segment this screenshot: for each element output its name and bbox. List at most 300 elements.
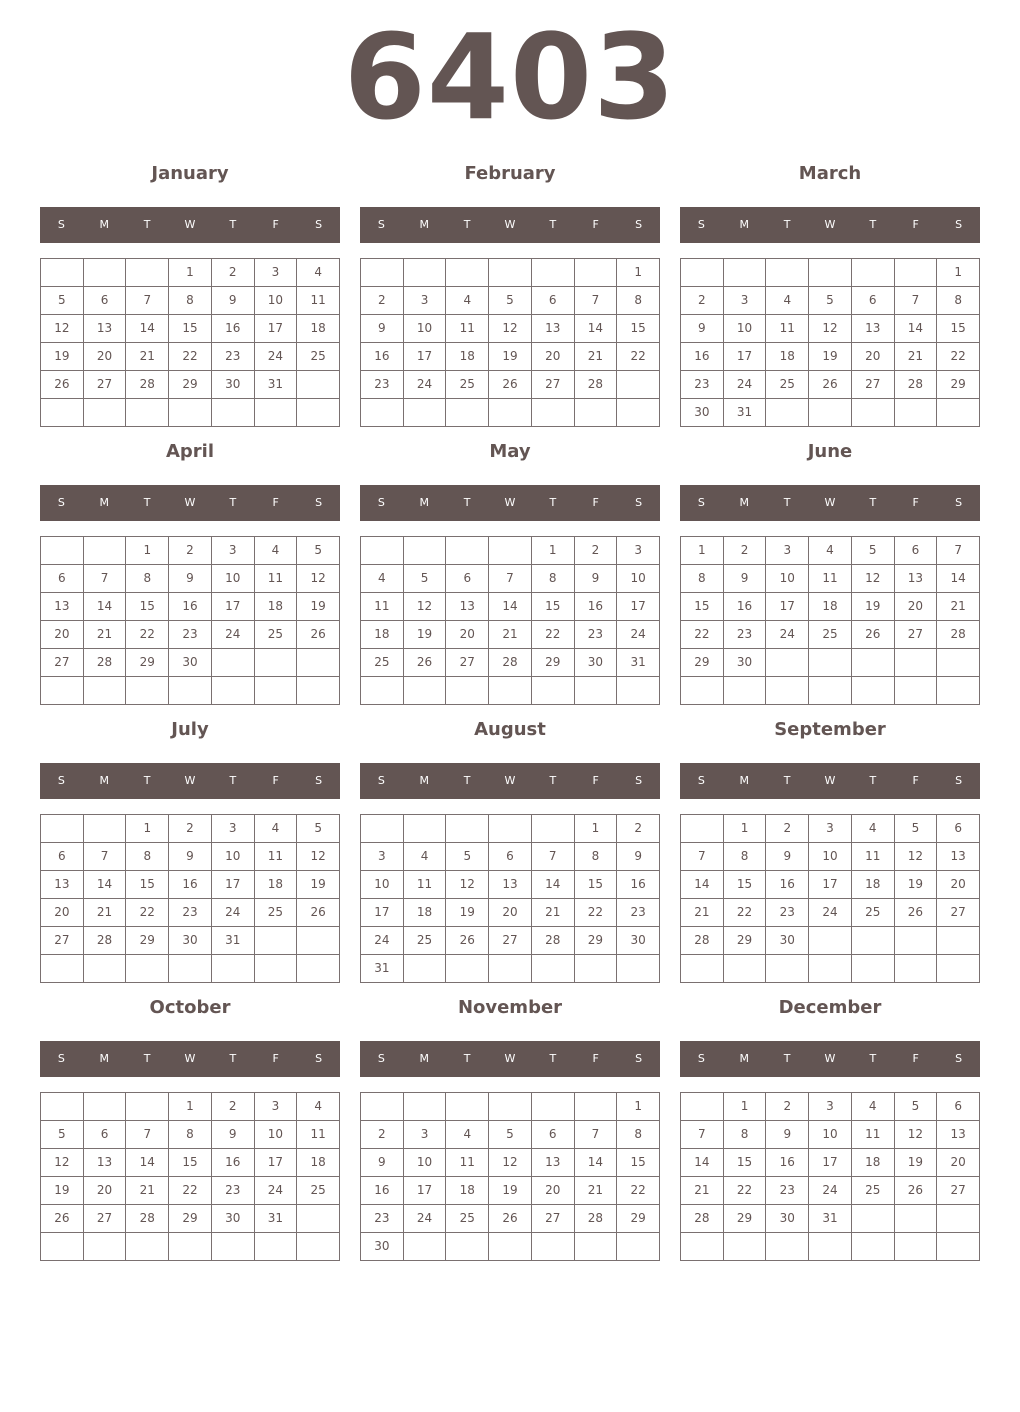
month-name: November — [457, 997, 563, 1018]
day-cell — [361, 259, 404, 287]
day-cell: 6 — [937, 1093, 980, 1121]
day-cell — [617, 955, 660, 983]
day-cell: 22 — [617, 343, 660, 371]
day-cell: 6 — [446, 565, 489, 593]
day-cell: 18 — [852, 871, 895, 899]
weekday-header — [680, 207, 980, 243]
day-cell: 11 — [361, 593, 404, 621]
day-cell — [297, 1233, 340, 1261]
day-cell: 29 — [724, 1205, 767, 1233]
weekday-label: F — [272, 1052, 279, 1065]
day-cell — [84, 537, 127, 565]
day-cell: 16 — [575, 593, 618, 621]
day-cell — [446, 815, 489, 843]
day-cell: 23 — [681, 371, 724, 399]
day-cell: 28 — [126, 1205, 169, 1233]
day-cell: 6 — [41, 565, 84, 593]
day-cell: 10 — [404, 315, 447, 343]
day-cell — [766, 259, 809, 287]
day-cell — [575, 259, 618, 287]
day-cell: 14 — [681, 871, 724, 899]
day-cell — [681, 815, 724, 843]
day-cell — [84, 1233, 127, 1261]
day-cell: 4 — [297, 259, 340, 287]
weekday-label: M — [739, 218, 750, 231]
day-cell: 24 — [255, 343, 298, 371]
day-cell: 25 — [404, 927, 447, 955]
weekday-label: S — [315, 218, 323, 231]
day-cell — [126, 1093, 169, 1121]
day-cell: 11 — [852, 1121, 895, 1149]
day-cell: 18 — [297, 315, 340, 343]
day-cell: 25 — [255, 621, 298, 649]
day-cell: 29 — [724, 927, 767, 955]
day-cell — [41, 815, 84, 843]
day-cell: 21 — [532, 899, 575, 927]
day-cell: 6 — [84, 287, 127, 315]
day-cell: 7 — [895, 287, 938, 315]
day-cell: 24 — [404, 371, 447, 399]
weekday-label: M — [739, 774, 750, 787]
weekday-label: T — [143, 218, 151, 231]
month-name: April — [165, 441, 215, 462]
day-cell: 23 — [724, 621, 767, 649]
day-cell: 20 — [937, 871, 980, 899]
day-cell — [937, 649, 980, 677]
month-april — [40, 437, 340, 705]
weekday-label: F — [912, 496, 919, 509]
day-cell: 8 — [617, 287, 660, 315]
day-cell — [212, 677, 255, 705]
day-cell: 6 — [532, 287, 575, 315]
day-cell: 21 — [937, 593, 980, 621]
day-cell: 14 — [575, 1149, 618, 1177]
weekday-label: S — [635, 1052, 643, 1065]
day-cell: 29 — [937, 371, 980, 399]
day-cell — [212, 955, 255, 983]
day-cell: 17 — [255, 1149, 298, 1177]
day-cell — [532, 955, 575, 983]
day-cell: 8 — [575, 843, 618, 871]
day-cell: 6 — [41, 843, 84, 871]
day-cell: 10 — [809, 843, 852, 871]
day-cell: 25 — [297, 1177, 340, 1205]
day-cell — [212, 649, 255, 677]
day-cell: 23 — [766, 1177, 809, 1205]
day-cell: 18 — [446, 1177, 489, 1205]
day-cell: 19 — [297, 871, 340, 899]
year-title: 6403 — [343, 8, 677, 146]
day-cell — [852, 259, 895, 287]
weekday-label: S — [955, 774, 963, 787]
weekday-label: T — [463, 1052, 471, 1065]
day-cell — [255, 399, 298, 427]
day-cell: 25 — [766, 371, 809, 399]
day-cell: 29 — [532, 649, 575, 677]
month-august — [360, 715, 660, 983]
day-cell — [169, 955, 212, 983]
weekday-label: S — [377, 218, 385, 231]
day-cell: 19 — [41, 343, 84, 371]
day-cell: 7 — [681, 843, 724, 871]
day-cell: 9 — [212, 1121, 255, 1149]
day-cell: 28 — [681, 927, 724, 955]
day-cell: 18 — [446, 343, 489, 371]
day-cell: 5 — [41, 1121, 84, 1149]
weekday-label: T — [229, 774, 237, 787]
day-cell — [126, 955, 169, 983]
day-cell — [84, 1093, 127, 1121]
day-cell: 30 — [617, 927, 660, 955]
day-cell: 15 — [169, 1149, 212, 1177]
day-cell — [724, 677, 767, 705]
weekday-label: S — [377, 774, 385, 787]
day-cell: 16 — [212, 1149, 255, 1177]
day-cell: 18 — [255, 871, 298, 899]
day-cell — [255, 1233, 298, 1261]
day-cell: 14 — [126, 1149, 169, 1177]
day-cell — [255, 677, 298, 705]
day-cell — [41, 677, 84, 705]
month-name: June — [807, 441, 853, 462]
day-cell: 12 — [297, 843, 340, 871]
day-cell: 18 — [255, 593, 298, 621]
weekday-header — [680, 763, 980, 799]
weekday-label: W — [824, 774, 836, 787]
day-cell: 22 — [169, 343, 212, 371]
day-cell: 14 — [937, 565, 980, 593]
weekday-label: M — [99, 218, 110, 231]
day-cell — [575, 1233, 618, 1261]
weekday-label: T — [783, 774, 791, 787]
day-cell: 23 — [212, 1177, 255, 1205]
day-cell — [532, 677, 575, 705]
day-cell: 22 — [169, 1177, 212, 1205]
day-cell — [297, 649, 340, 677]
day-cell — [895, 1205, 938, 1233]
weekday-label: W — [184, 218, 196, 231]
day-cell — [41, 259, 84, 287]
day-cell — [617, 677, 660, 705]
day-cell: 9 — [361, 1149, 404, 1177]
day-cell: 14 — [532, 871, 575, 899]
day-cell: 30 — [169, 649, 212, 677]
day-cell: 13 — [41, 593, 84, 621]
day-cell: 16 — [724, 593, 767, 621]
day-cell: 14 — [681, 1149, 724, 1177]
day-cell: 9 — [361, 315, 404, 343]
day-cell — [852, 1233, 895, 1261]
weekday-label: S — [57, 774, 65, 787]
weekday-label: T — [229, 218, 237, 231]
day-cell: 26 — [297, 621, 340, 649]
day-cell: 5 — [489, 287, 532, 315]
weekday-label: W — [504, 1052, 516, 1065]
day-cell: 9 — [766, 1121, 809, 1149]
day-cell: 11 — [852, 843, 895, 871]
day-cell — [84, 677, 127, 705]
day-cell: 2 — [575, 537, 618, 565]
day-cell: 16 — [766, 1149, 809, 1177]
day-cell: 9 — [169, 565, 212, 593]
day-cell: 19 — [852, 593, 895, 621]
weekday-header — [40, 485, 340, 521]
day-cell — [489, 537, 532, 565]
day-cell: 9 — [681, 315, 724, 343]
day-cell: 4 — [852, 1093, 895, 1121]
day-cell: 7 — [84, 565, 127, 593]
day-cell: 3 — [361, 843, 404, 871]
day-cell: 11 — [255, 565, 298, 593]
day-cell — [41, 955, 84, 983]
day-cell: 13 — [532, 315, 575, 343]
day-cell: 15 — [532, 593, 575, 621]
day-cell: 13 — [489, 871, 532, 899]
day-cell: 5 — [404, 565, 447, 593]
month-name: July — [171, 719, 209, 740]
day-cell: 6 — [937, 815, 980, 843]
day-cell: 1 — [169, 259, 212, 287]
day-cell: 7 — [681, 1121, 724, 1149]
day-cell: 12 — [297, 565, 340, 593]
day-cell: 3 — [212, 815, 255, 843]
day-cell: 1 — [617, 1093, 660, 1121]
day-cell — [809, 649, 852, 677]
day-cell: 4 — [446, 1121, 489, 1149]
day-grid — [680, 814, 980, 983]
day-cell: 24 — [404, 1205, 447, 1233]
day-cell: 8 — [724, 843, 767, 871]
day-cell: 12 — [489, 1149, 532, 1177]
day-cell: 20 — [446, 621, 489, 649]
day-grid — [360, 814, 660, 983]
day-cell: 25 — [446, 1205, 489, 1233]
weekday-label: T — [783, 218, 791, 231]
day-cell: 4 — [446, 287, 489, 315]
day-cell: 25 — [297, 343, 340, 371]
day-cell: 1 — [724, 815, 767, 843]
day-cell — [852, 927, 895, 955]
day-cell — [212, 399, 255, 427]
day-cell — [724, 259, 767, 287]
day-cell — [895, 1233, 938, 1261]
day-cell: 4 — [852, 815, 895, 843]
weekday-label: M — [419, 1052, 430, 1065]
day-cell: 21 — [681, 1177, 724, 1205]
day-cell: 3 — [404, 287, 447, 315]
day-cell: 28 — [84, 927, 127, 955]
day-cell: 10 — [766, 565, 809, 593]
day-cell — [489, 955, 532, 983]
day-cell: 5 — [852, 537, 895, 565]
day-cell: 8 — [617, 1121, 660, 1149]
weekday-label: F — [272, 774, 279, 787]
day-cell: 23 — [361, 1205, 404, 1233]
day-cell: 25 — [852, 899, 895, 927]
weekday-label: F — [592, 774, 599, 787]
day-cell: 5 — [489, 1121, 532, 1149]
day-cell: 29 — [126, 927, 169, 955]
day-cell — [446, 1233, 489, 1261]
day-cell: 24 — [766, 621, 809, 649]
day-cell: 8 — [126, 843, 169, 871]
day-cell: 24 — [212, 899, 255, 927]
day-cell: 7 — [489, 565, 532, 593]
day-grid — [360, 1092, 660, 1261]
weekday-label: S — [955, 496, 963, 509]
weekday-label: T — [463, 218, 471, 231]
day-cell: 22 — [532, 621, 575, 649]
day-cell: 27 — [532, 371, 575, 399]
day-cell: 5 — [895, 815, 938, 843]
day-cell: 24 — [809, 1177, 852, 1205]
day-cell: 9 — [766, 843, 809, 871]
day-cell — [126, 1233, 169, 1261]
day-cell — [169, 399, 212, 427]
day-cell: 20 — [895, 593, 938, 621]
day-cell: 25 — [446, 371, 489, 399]
weekday-label: W — [824, 496, 836, 509]
weekday-label: S — [635, 496, 643, 509]
day-cell: 2 — [212, 1093, 255, 1121]
day-cell: 19 — [446, 899, 489, 927]
weekday-label: S — [697, 496, 705, 509]
day-cell — [404, 259, 447, 287]
day-cell: 22 — [724, 899, 767, 927]
day-cell: 12 — [446, 871, 489, 899]
day-cell: 26 — [809, 371, 852, 399]
day-cell: 8 — [681, 565, 724, 593]
day-cell — [852, 1205, 895, 1233]
day-cell: 3 — [809, 1093, 852, 1121]
day-cell: 10 — [212, 565, 255, 593]
weekday-label: T — [143, 1052, 151, 1065]
day-cell: 8 — [532, 565, 575, 593]
day-cell: 21 — [575, 343, 618, 371]
weekday-label: T — [549, 218, 557, 231]
day-cell: 22 — [575, 899, 618, 927]
day-cell: 3 — [766, 537, 809, 565]
day-cell — [446, 537, 489, 565]
weekday-label: T — [783, 496, 791, 509]
day-cell: 11 — [255, 843, 298, 871]
day-cell: 12 — [895, 1121, 938, 1149]
day-cell: 15 — [617, 315, 660, 343]
day-cell — [681, 955, 724, 983]
day-grid — [40, 814, 340, 983]
weekday-label: M — [419, 218, 430, 231]
month-name: September — [774, 719, 886, 740]
weekday-label: M — [419, 496, 430, 509]
day-cell: 19 — [404, 621, 447, 649]
day-cell: 9 — [724, 565, 767, 593]
day-cell — [212, 1233, 255, 1261]
day-cell: 16 — [361, 1177, 404, 1205]
day-grid — [40, 1092, 340, 1261]
day-cell: 30 — [169, 927, 212, 955]
day-cell — [361, 815, 404, 843]
day-cell: 4 — [255, 815, 298, 843]
day-cell: 24 — [361, 927, 404, 955]
day-grid — [680, 536, 980, 705]
weekday-label: T — [783, 1052, 791, 1065]
day-cell: 17 — [255, 315, 298, 343]
day-cell — [766, 955, 809, 983]
day-cell: 17 — [404, 343, 447, 371]
month-march — [680, 159, 980, 427]
month-name: May — [489, 441, 531, 462]
day-cell: 13 — [446, 593, 489, 621]
weekday-label: M — [99, 1052, 110, 1065]
day-cell: 24 — [255, 1177, 298, 1205]
day-cell — [404, 399, 447, 427]
day-cell: 15 — [617, 1149, 660, 1177]
day-cell: 13 — [852, 315, 895, 343]
weekday-label: W — [504, 218, 516, 231]
month-january — [40, 159, 340, 427]
day-cell: 7 — [126, 287, 169, 315]
day-cell: 9 — [617, 843, 660, 871]
weekday-label: W — [504, 774, 516, 787]
day-cell — [297, 371, 340, 399]
day-cell — [255, 955, 298, 983]
day-cell: 15 — [575, 871, 618, 899]
day-cell: 10 — [724, 315, 767, 343]
day-cell: 26 — [41, 371, 84, 399]
day-cell: 2 — [617, 815, 660, 843]
day-grid — [360, 536, 660, 705]
day-cell: 26 — [895, 899, 938, 927]
day-cell: 15 — [681, 593, 724, 621]
day-cell: 11 — [297, 287, 340, 315]
weekday-label: T — [869, 774, 877, 787]
day-cell — [809, 259, 852, 287]
day-cell: 22 — [126, 621, 169, 649]
day-cell: 28 — [937, 621, 980, 649]
day-cell: 1 — [617, 259, 660, 287]
day-cell — [809, 955, 852, 983]
day-cell — [724, 955, 767, 983]
day-cell: 12 — [809, 315, 852, 343]
day-cell: 23 — [575, 621, 618, 649]
day-cell: 6 — [895, 537, 938, 565]
day-cell: 20 — [532, 1177, 575, 1205]
day-cell: 7 — [532, 843, 575, 871]
weekday-label: T — [549, 774, 557, 787]
day-cell — [297, 677, 340, 705]
day-cell: 30 — [575, 649, 618, 677]
day-cell: 20 — [489, 899, 532, 927]
day-cell: 5 — [446, 843, 489, 871]
weekday-label: W — [184, 1052, 196, 1065]
day-cell: 24 — [212, 621, 255, 649]
weekday-label: F — [592, 218, 599, 231]
day-cell: 15 — [724, 1149, 767, 1177]
day-cell: 9 — [212, 287, 255, 315]
day-cell — [446, 399, 489, 427]
day-cell: 22 — [617, 1177, 660, 1205]
day-cell: 12 — [41, 1149, 84, 1177]
month-name: August — [474, 719, 546, 740]
weekday-label: S — [315, 496, 323, 509]
day-cell: 26 — [297, 899, 340, 927]
day-cell: 1 — [681, 537, 724, 565]
day-cell: 19 — [895, 871, 938, 899]
day-cell: 19 — [809, 343, 852, 371]
day-cell: 18 — [361, 621, 404, 649]
day-cell: 1 — [126, 815, 169, 843]
day-cell — [895, 927, 938, 955]
